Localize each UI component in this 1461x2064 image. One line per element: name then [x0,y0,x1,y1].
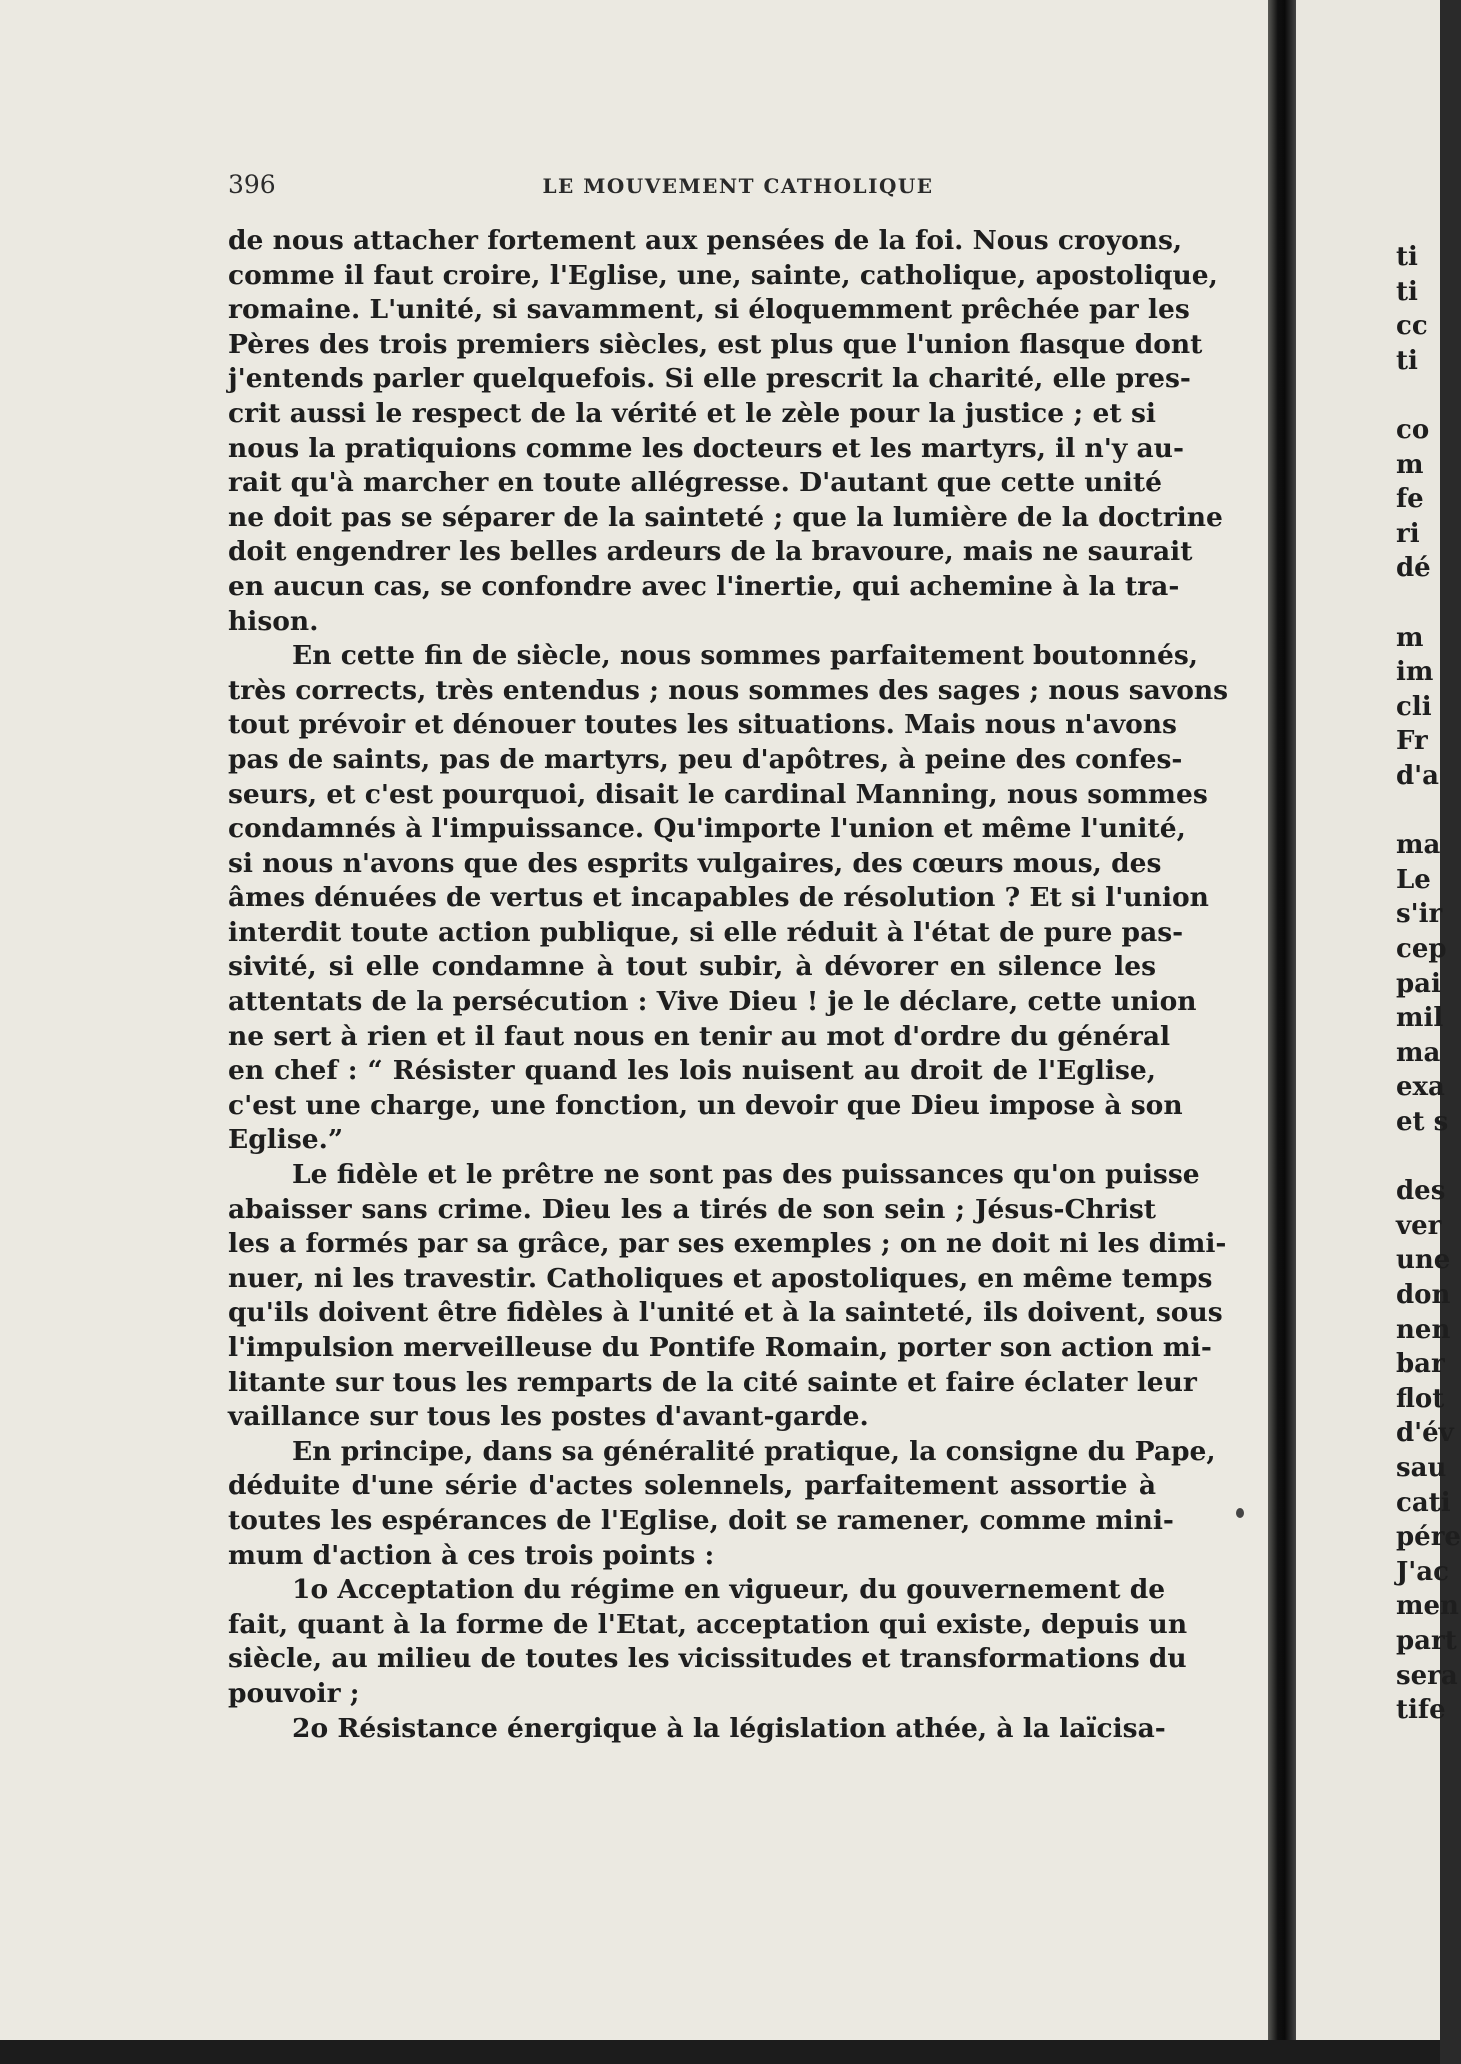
text-line: Pères des trois premiers siècles, est plus que l'union flasque dont [228,328,1203,360]
facing-page-fragment: exa [1396,1072,1445,1103]
facing-page-fragment: ma [1396,830,1441,861]
facing-page-fragment: mil [1396,1003,1444,1034]
text-line: l'impulsion merveilleuse du Pontife Romain, porter son action mi- [228,1332,1212,1363]
facing-page-fragment: ma [1396,1037,1441,1068]
facing-page-fragment: im [1396,657,1434,688]
scan-border [0,2040,1440,2064]
facing-page-fragment: d'év [1396,1418,1454,1449]
text-line: si nous n'avons que des esprits vulgaires, des cœurs mous, des [228,847,1162,879]
text-line: litante sur tous les remparts de la cité sainte et faire éclater leur [228,1366,1197,1398]
facing-page-fragment: nen [1396,1314,1451,1345]
text-line: nuer, ni les travestir. Catholiques et apostoliques, en même temps [228,1262,1213,1294]
text-line: comme il faut croire, l'Eglise, une, sainte, catholique, apostolique, [228,259,1218,291]
text-line: rait qu'à marcher en toute allégresse. D'autant que cette unité [228,467,1162,499]
facing-page-fragment: pére [1396,1522,1461,1553]
facing-page-fragment: ti [1396,345,1418,376]
facing-page-fragment: bar [1396,1349,1445,1380]
text-line: ne sert à rien et il faut nous en tenir au mot d'ordre du général [228,1020,1171,1052]
paragraph [228,1158,1227,1435]
text-line: pouvoir ; [228,1677,360,1709]
facing-page-fragment: flot [1396,1383,1445,1414]
facing-page-fragment: don [1396,1280,1451,1310]
text-line: en aucun cas, se confondre avec l'inertie, qui achemine à la tra- [228,570,1180,602]
text-line: doit engendrer les belles ardeurs de la bravoure, mais ne saurait [228,536,1193,568]
text-line: déduite d'une série d'actes solennels, parfaitement assortie à [228,1470,1156,1502]
facing-page-fragment: m [1396,622,1424,653]
body-text [228,224,1229,1746]
text-line: romaine. L'unité, si savamment, si éloquemment prêchée par les [228,294,1190,326]
facing-page-fragment: part [1396,1626,1457,1656]
paragraph [228,1435,1216,1573]
text-line: pas de saints, pas de martyrs, peu d'apôtres, à peine des confes- [228,743,1183,775]
facing-page-fragment: Le [1396,864,1431,895]
running-title: LE MOUVEMENT CATHOLIQUE [542,174,934,198]
text-line: abaisser sans crime. Dieu les a tirés de son sein ; Jésus-Christ [228,1193,1156,1225]
text-line: interdit toute action publique, si elle réduit à l'état de pure pas- [228,916,1184,948]
text-line: hison. [228,605,319,637]
text-line: ne doit pas se séparer de la sainteté ; que la lumière de la doctrine [228,501,1223,533]
text-line: 2o Résistance énergique à la législation athée, à la laïcisa- [292,1712,1166,1744]
page-number: 396 [228,170,276,199]
text-line: crit aussi le respect de la vérité et le zèle pour la justice ; et si [228,397,1156,429]
text-line: qu'ils doivent être fidèles à l'unité et à la sainteté, ils doivent, sous [228,1297,1223,1329]
text-line: fait, quant à la forme de l'Etat, acceptation qui existe, depuis un [228,1608,1188,1640]
ink-speck [1236,1508,1244,1518]
facing-page-fragment: d'a [1396,761,1439,791]
text-line: c'est une charge, une fonction, un devoir que Dieu impose à son [228,1089,1183,1121]
text-line: Le fidèle et le prêtre ne sont pas des puissances qu'on puisse [292,1159,1200,1191]
text-line: très corrects, très entendus ; nous sommes des sages ; nous savons [228,674,1229,706]
facing-page-fragment: m [1396,449,1424,480]
running-head [228,170,1158,210]
facing-page-fragment: sera [1396,1660,1458,1691]
facing-page-fragment: sau [1396,1453,1447,1483]
facing-page-fragment: cati [1396,1487,1451,1518]
facing-page-fragment: cep [1396,934,1447,964]
facing-page-fragment: dé [1396,553,1431,584]
facing-page-fragment: et s [1396,1107,1449,1137]
text-line: nous la pratiquions comme les docteurs et les martyrs, il n'y au- [228,432,1184,464]
facing-page-fragment: fe [1396,484,1424,515]
facing-page-fragment: ti [1396,276,1418,307]
text-line: de nous attacher fortement aux pensées de la foi. Nous croyons, [228,225,1183,256]
text-line: en chef : “ Résister quand les lois nuisent au droit de l'Eglise, [228,1055,1156,1087]
facing-page-fragment: co [1396,415,1430,445]
facing-page-fragment: cli [1396,691,1432,722]
text-line: attentats de la persécution : Vive Dieu ! je le déclare, cette union [228,986,1197,1018]
text-line: seurs, et c'est pourquoi, disait le cardinal Manning, nous sommes [228,778,1208,810]
facing-page-fragment: J'ac [1396,1556,1449,1587]
paragraph [228,1712,1166,1747]
paragraph [228,639,1229,1158]
text-line: toutes les espérances de l'Eglise, doit se ramener, comme mini- [228,1504,1174,1536]
paragraph [228,1573,1188,1711]
facing-page-fragment: des [1396,1176,1446,1207]
facing-page-fragment: s'ir [1396,899,1443,930]
text-line: tout prévoir et dénouer toutes les situations. Mais nous n'avons [228,709,1177,741]
text-line: vaillance sur tous les postes d'avant-garde. [228,1401,869,1433]
text-line: j'entends parler quelquefois. Si elle prescrit la charité, elle pres- [228,363,1191,395]
facing-page-fragment: Fr [1396,726,1428,757]
facing-page-fragment: une [1396,1245,1451,1276]
text-line: Eglise.” [228,1124,344,1156]
text-line: les a formés par sa grâce, par ses exemples ; on ne doit ni les dimi- [228,1228,1227,1260]
facing-page-fragment: ti [1396,242,1418,272]
text-line: En cette fin de siècle, nous sommes parfaitement boutonnés, [292,640,1198,672]
text-line: condamnés à l'impuissance. Qu'importe l'union et même l'unité, [228,813,1186,845]
facing-page-fragment: men [1396,1591,1459,1622]
text-line: siècle, au milieu de toutes les vicissitudes et transformations du [228,1643,1187,1675]
facing-page-fragment: ver [1396,1210,1442,1241]
text-line: En principe, dans sa généralité pratique, la consigne du Pape, [292,1435,1216,1467]
facing-page-fragment: cc [1396,311,1428,342]
text-line: mum d'action à ces trois points : [228,1539,715,1571]
text-line: 1o Acceptation du régime en vigueur, du gouvernement de [292,1574,1166,1606]
facing-page-fragment: ri [1396,518,1420,549]
text-line: sivité, si elle condamne à tout subir, à dévorer en silence les [228,951,1156,983]
facing-page-fragment: pai [1396,968,1441,999]
text-line: âmes dénuées de vertus et incapables de résolution ? Et si l'union [228,882,1209,914]
paragraph [228,224,1223,639]
facing-page-fragment: tife [1396,1695,1446,1726]
book-gutter [1268,0,1296,2064]
